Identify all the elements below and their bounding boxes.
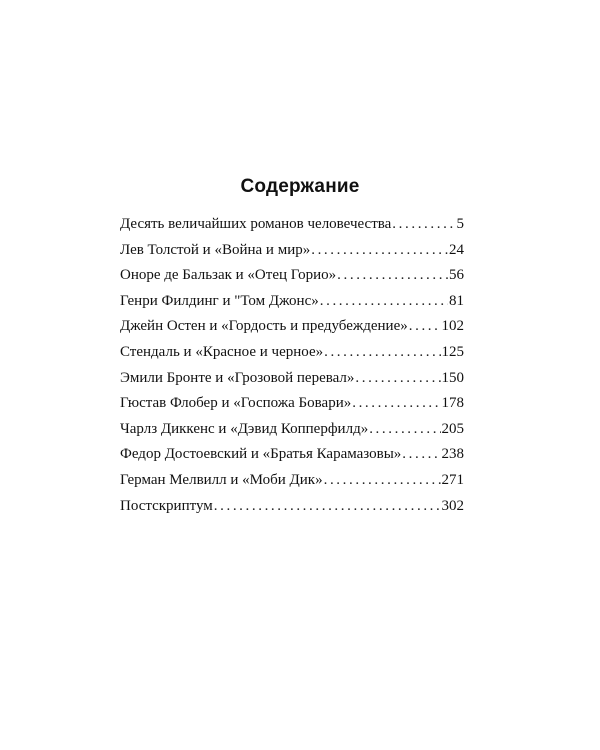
toc-entry — [120, 494, 464, 520]
toc-entry-title: Гюстав Флобер и «Госпожа Бовари» — [120, 395, 352, 412]
toc-entry — [120, 263, 464, 289]
toc-leader-dots — [324, 468, 441, 494]
toc-entry-title: Джейн Остен и «Гордость и предубеждение» — [120, 318, 408, 335]
toc-entry-page: 238 — [441, 446, 464, 463]
toc-entry — [120, 391, 464, 417]
toc-entry-title: Эмили Бронте и «Грозовой перевал» — [120, 369, 355, 386]
toc-entry-page: 302 — [441, 497, 464, 514]
toc-entry-title: Стендаль и «Красное и черное» — [120, 343, 324, 360]
toc-entry-page: 56 — [449, 267, 464, 284]
toc-entry-page: 271 — [441, 471, 464, 488]
toc-leader-dots — [369, 417, 440, 443]
toc-entry-title: Оноре де Бальзак и «Отец Горио» — [120, 267, 337, 284]
toc-entry — [120, 442, 464, 468]
toc-leader-dots — [337, 263, 448, 289]
toc-leader-dots — [402, 442, 440, 468]
toc-leader-dots — [324, 340, 440, 366]
toc-entry-page: 5 — [456, 216, 464, 232]
toc-title: Содержание — [240, 176, 360, 197]
toc-entry-page: 205 — [441, 420, 464, 437]
toc-leader-dots — [311, 238, 448, 264]
toc-entry-page: 24 — [449, 241, 464, 258]
toc-entry-page: 125 — [441, 343, 464, 360]
toc-entry — [120, 417, 464, 443]
toc-entry-page: 81 — [449, 292, 464, 309]
toc-entry — [120, 468, 464, 494]
toc-entry-title: Постскриптум — [120, 497, 213, 514]
toc-entry — [120, 314, 464, 340]
toc-leader-dots — [355, 366, 440, 392]
toc-entry — [120, 289, 464, 315]
toc-entry-title: Лев Толстой и «Война и мир» — [120, 241, 311, 258]
toc-entry-page: 178 — [441, 395, 464, 412]
toc-entry — [120, 238, 464, 264]
toc-entry — [120, 212, 464, 238]
toc-entry — [120, 366, 464, 392]
toc-leader-dots — [409, 314, 441, 340]
toc-leader-dots — [320, 289, 448, 315]
toc-leader-dots — [392, 212, 455, 238]
toc-entry-title: Федор Достоевский и «Братья Карамазовы» — [120, 446, 402, 463]
toc-entry-title: Чарлз Диккенс и «Дэвид Копперфилд» — [120, 420, 369, 437]
toc-entry-title: Генри Филдинг и "Том Джонс» — [120, 292, 319, 309]
toc-entry-title: Герман Мелвилл и «Моби Дик» — [120, 471, 323, 488]
toc-entry-title: Десять величайших романов человечества — [120, 216, 392, 232]
toc-entry — [120, 340, 464, 366]
toc-entry-page: 102 — [441, 318, 464, 335]
toc-list — [120, 212, 464, 519]
toc-leader-dots — [352, 391, 440, 417]
toc-leader-dots — [214, 494, 441, 520]
toc-entry-page: 150 — [441, 369, 464, 386]
